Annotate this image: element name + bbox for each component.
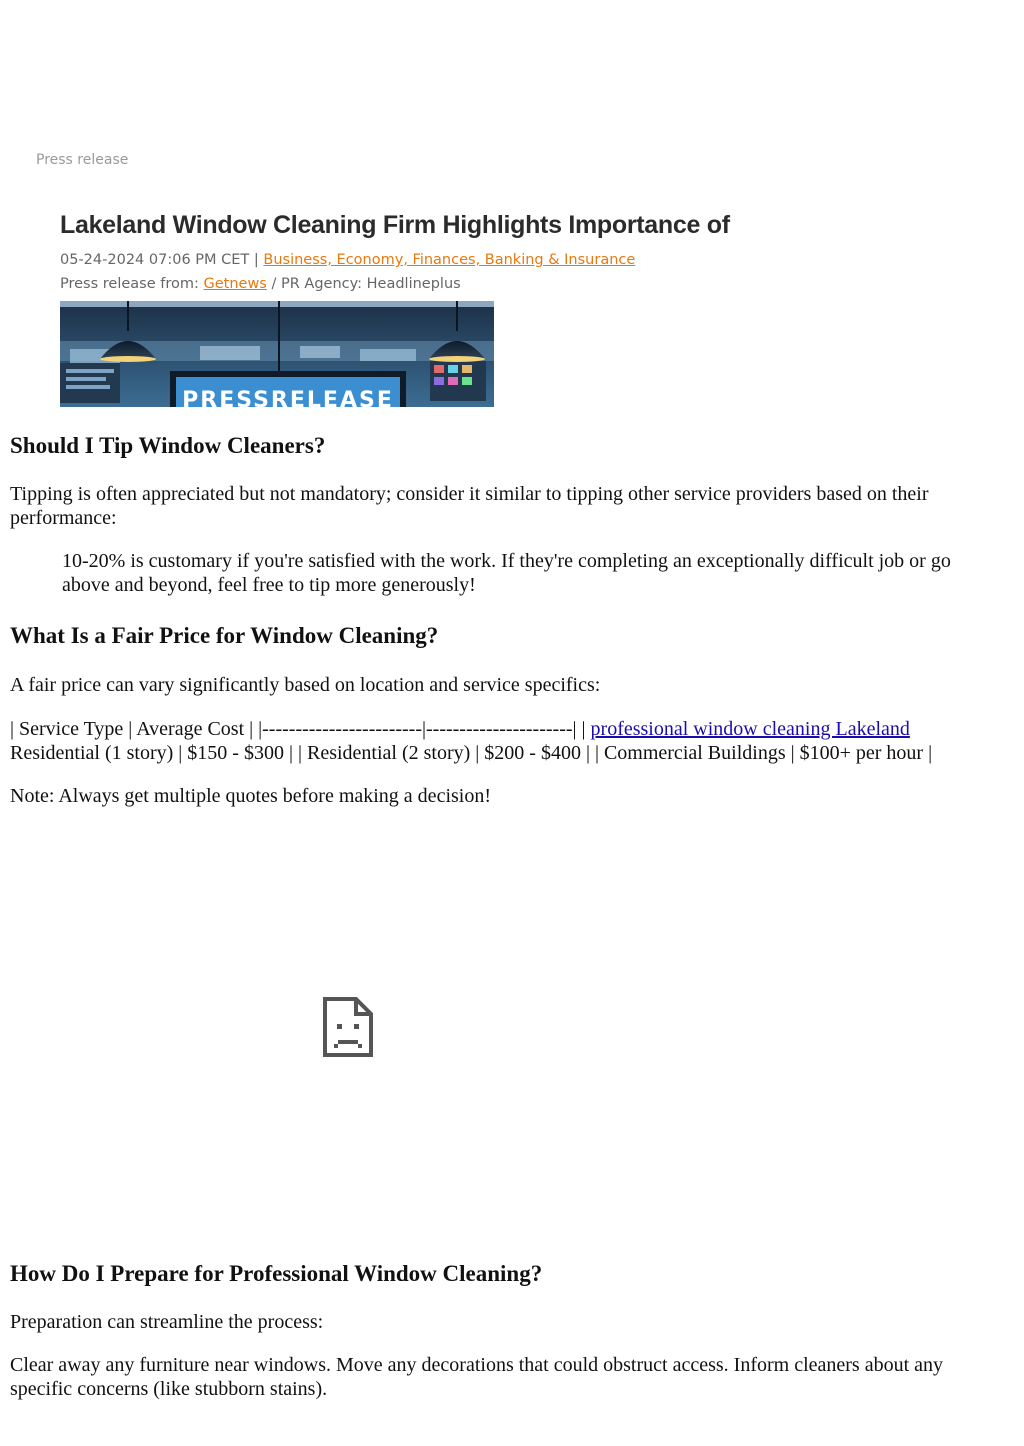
price-heading: What Is a Fair Price for Window Cleaning? bbox=[10, 623, 439, 648]
article-title: Lakeland Window Cleaning Firm Highlights Importance of bbox=[60, 211, 730, 239]
tip-quote-wrap bbox=[10, 549, 1000, 597]
prepare-intro-wrap bbox=[10, 1310, 1000, 1334]
source-link[interactable]: Getnews bbox=[203, 276, 267, 292]
tip-intro: Tipping is often appreciated but not mandatory; consider it similar to tipping other service providers based on their performance: bbox=[10, 483, 929, 529]
prepare-body-wrap bbox=[10, 1353, 1000, 1401]
article-source-line bbox=[60, 272, 1000, 296]
category-link[interactable]: Business, Economy, Finances, Banking & Insurance bbox=[263, 252, 636, 268]
price-table-part-a: | Service Type | Average Cost | |------------------------|----------------------| | bbox=[10, 718, 591, 740]
agency-separator: / bbox=[271, 276, 277, 292]
price-table-wrap bbox=[10, 717, 1000, 765]
pr-agency: PR Agency: Headlineplus bbox=[280, 276, 461, 292]
price-table-text bbox=[10, 717, 1000, 765]
section-tip bbox=[10, 432, 1000, 460]
price-intro-wrap bbox=[10, 673, 1000, 697]
tip-quote: 10-20% is customary if you're satisfied with the work. If they're completing an exceptionally difficult job or go above and beyond, feel free to tip more generously! bbox=[62, 550, 951, 596]
price-note: Note: Always get multiple quotes before making a decision! bbox=[10, 785, 491, 807]
publish-date: 05-24-2024 07:06 PM CET bbox=[60, 252, 250, 268]
prepare-body: Clear away any furniture near windows. Move any decorations that could obstruct access. Inform cleaners about any specific concerns (like stubborn stains). bbox=[10, 1354, 944, 1400]
tip-heading: Should I Tip Window Cleaners? bbox=[10, 433, 326, 458]
lakeland-cleaning-link[interactable]: professional window cleaning Lakeland bbox=[590, 718, 910, 740]
price-table-part-b: Residential (1 story) | $150 - $300 | | Residential (2 story) | $200 - $400 | | Commercial Buildings | $100+ per hour | bbox=[10, 742, 933, 764]
prepare-intro: Preparation can streamline the process: bbox=[10, 1311, 324, 1333]
section-prepare bbox=[10, 1260, 1000, 1288]
article-header bbox=[60, 208, 1000, 296]
article-meta-line bbox=[60, 248, 1000, 272]
price-intro: A fair price can vary significantly based on location and service specifics: bbox=[10, 674, 601, 696]
price-note-wrap bbox=[10, 784, 1000, 808]
from-label: Press release from: bbox=[60, 276, 199, 292]
meta-separator: | bbox=[253, 252, 259, 268]
hero-screen-text: PRESSRELEASE bbox=[182, 388, 394, 407]
hero-image bbox=[60, 301, 494, 407]
prepare-heading: How Do I Prepare for Professional Window Cleaning? bbox=[10, 1261, 543, 1286]
tip-intro-wrap bbox=[10, 482, 1000, 530]
press-release-kicker: Press release bbox=[36, 152, 129, 168]
broken-image-icon bbox=[322, 996, 374, 1058]
section-price bbox=[10, 622, 1000, 650]
